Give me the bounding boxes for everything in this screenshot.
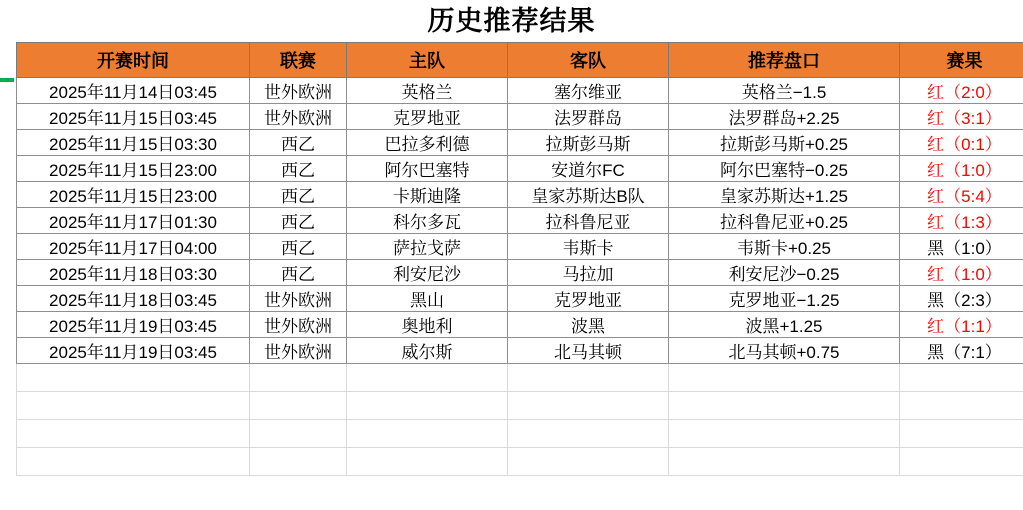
table-row	[17, 234, 1023, 260]
result-score: （7:1）	[944, 343, 1002, 362]
cell-home-team: 阿尔巴塞特	[347, 156, 508, 182]
cell-away-team: 安道尔FC	[508, 156, 669, 182]
cell-league: 世外欧洲	[250, 286, 347, 312]
result-label: 红	[927, 161, 945, 180]
empty-cell[interactable]	[347, 448, 508, 476]
table-row	[17, 78, 1023, 104]
cell-home-team: 卡斯迪隆	[347, 182, 508, 208]
cell-result	[900, 130, 1023, 156]
column-header-league: 联赛	[250, 43, 347, 78]
result-label: 红	[927, 187, 945, 206]
cell-result	[900, 312, 1023, 338]
column-header-pick: 推荐盘口	[669, 43, 900, 78]
table-row	[17, 260, 1023, 286]
cell-pick: 拉斯彭马斯+0.25	[669, 130, 900, 156]
cell-result	[900, 208, 1023, 234]
cell-pick: 法罗群岛+2.25	[669, 104, 900, 130]
cell-league: 西乙	[250, 208, 347, 234]
result-score: （2:3）	[944, 291, 1002, 310]
result-label: 黑	[927, 291, 945, 310]
table-body	[17, 78, 1023, 364]
table-row	[17, 286, 1023, 312]
cell-result	[900, 182, 1023, 208]
column-header-away: 客队	[508, 43, 669, 78]
empty-cell[interactable]	[347, 420, 508, 448]
cell-league: 世外欧洲	[250, 312, 347, 338]
cell-home-team: 克罗地亚	[347, 104, 508, 130]
empty-row	[17, 420, 1023, 448]
cell-away-team: 拉科鲁尼亚	[508, 208, 669, 234]
empty-cell[interactable]	[508, 364, 669, 392]
table-header-row	[17, 43, 1023, 78]
empty-cell[interactable]	[508, 392, 669, 420]
cell-time: 2025年11月15日03:30	[17, 130, 250, 156]
cell-league: 世外欧洲	[250, 78, 347, 104]
column-header-result: 赛果	[900, 43, 1023, 78]
empty-cell[interactable]	[508, 420, 669, 448]
empty-cell[interactable]	[900, 392, 1023, 420]
empty-cell[interactable]	[900, 448, 1023, 476]
cell-home-team: 萨拉戈萨	[347, 234, 508, 260]
cell-pick: 北马其顿+0.75	[669, 338, 900, 364]
result-score: （1:0）	[944, 265, 1002, 284]
cell-time: 2025年11月14日03:45	[17, 78, 250, 104]
result-label: 红	[927, 265, 945, 284]
cell-away-team: 韦斯卡	[508, 234, 669, 260]
cell-away-team: 克罗地亚	[508, 286, 669, 312]
table-row	[17, 182, 1023, 208]
table-row	[17, 104, 1023, 130]
column-header-time: 开赛时间	[17, 43, 250, 78]
column-header-home: 主队	[347, 43, 508, 78]
cell-result	[900, 104, 1023, 130]
cell-time: 2025年11月15日23:00	[17, 182, 250, 208]
result-score: （0:1）	[944, 135, 1002, 154]
cell-result	[900, 338, 1023, 364]
cell-league: 西乙	[250, 156, 347, 182]
table-row	[17, 312, 1023, 338]
empty-cell[interactable]	[900, 364, 1023, 392]
cell-pick: 拉科鲁尼亚+0.25	[669, 208, 900, 234]
result-label: 红	[927, 135, 945, 154]
empty-cell[interactable]	[17, 392, 250, 420]
page-title: 历史推荐结果	[427, 6, 596, 36]
cell-time: 2025年11月18日03:45	[17, 286, 250, 312]
result-score: （5:4）	[944, 187, 1002, 206]
empty-grid	[16, 364, 1023, 476]
empty-row	[17, 364, 1023, 392]
result-score: （2:0）	[944, 83, 1002, 102]
cell-home-team: 奥地利	[347, 312, 508, 338]
cell-away-team: 北马其顿	[508, 338, 669, 364]
cell-time: 2025年11月15日03:45	[17, 104, 250, 130]
cell-result	[900, 78, 1023, 104]
empty-row	[17, 392, 1023, 420]
empty-cell[interactable]	[669, 392, 900, 420]
cell-pick: 利安尼沙−0.25	[669, 260, 900, 286]
results-table	[16, 42, 1023, 364]
result-label: 红	[927, 213, 945, 232]
cell-away-team: 波黑	[508, 312, 669, 338]
result-label: 红	[927, 317, 945, 336]
result-label: 黑	[927, 239, 945, 258]
cell-away-team: 塞尔维亚	[508, 78, 669, 104]
cell-time: 2025年11月15日23:00	[17, 156, 250, 182]
cell-pick: 克罗地亚−1.25	[669, 286, 900, 312]
empty-cell[interactable]	[17, 448, 250, 476]
green-marker	[0, 78, 14, 82]
cell-league: 世外欧洲	[250, 104, 347, 130]
result-label: 黑	[927, 343, 945, 362]
cell-league: 西乙	[250, 260, 347, 286]
empty-cell[interactable]	[900, 420, 1023, 448]
cell-league: 西乙	[250, 130, 347, 156]
cell-time: 2025年11月19日03:45	[17, 312, 250, 338]
cell-result	[900, 286, 1023, 312]
cell-pick: 波黑+1.25	[669, 312, 900, 338]
empty-cell[interactable]	[17, 420, 250, 448]
cell-time: 2025年11月18日03:30	[17, 260, 250, 286]
result-score: （1:0）	[944, 161, 1002, 180]
cell-result	[900, 260, 1023, 286]
cell-pick: 英格兰−1.5	[669, 78, 900, 104]
empty-cell[interactable]	[347, 364, 508, 392]
empty-cell[interactable]	[250, 364, 347, 392]
cell-home-team: 利安尼沙	[347, 260, 508, 286]
cell-result	[900, 234, 1023, 260]
cell-away-team: 皇家苏斯达B队	[508, 182, 669, 208]
empty-cell[interactable]	[250, 420, 347, 448]
cell-time: 2025年11月17日04:00	[17, 234, 250, 260]
empty-cell[interactable]	[250, 392, 347, 420]
cell-pick: 韦斯卡+0.25	[669, 234, 900, 260]
cell-home-team: 巴拉多利德	[347, 130, 508, 156]
result-label: 红	[927, 109, 945, 128]
table-row	[17, 338, 1023, 364]
cell-home-team: 英格兰	[347, 78, 508, 104]
cell-away-team: 马拉加	[508, 260, 669, 286]
cell-home-team: 黑山	[347, 286, 508, 312]
result-score: （1:0）	[944, 239, 1002, 258]
table-row	[17, 208, 1023, 234]
cell-home-team: 科尔多瓦	[347, 208, 508, 234]
empty-cell[interactable]	[250, 448, 347, 476]
cell-away-team: 法罗群岛	[508, 104, 669, 130]
cell-home-team: 威尔斯	[347, 338, 508, 364]
empty-row	[17, 448, 1023, 476]
cell-time: 2025年11月19日03:45	[17, 338, 250, 364]
table-row	[17, 156, 1023, 182]
cell-away-team: 拉斯彭马斯	[508, 130, 669, 156]
empty-grid-body	[17, 364, 1023, 476]
cell-league: 西乙	[250, 182, 347, 208]
result-score: （3:1）	[944, 109, 1002, 128]
cell-pick: 阿尔巴塞特−0.25	[669, 156, 900, 182]
empty-cell[interactable]	[17, 364, 250, 392]
empty-cell[interactable]	[669, 448, 900, 476]
empty-cell[interactable]	[669, 364, 900, 392]
table-row	[17, 130, 1023, 156]
cell-time: 2025年11月17日01:30	[17, 208, 250, 234]
result-label: 红	[927, 83, 945, 102]
result-score: （1:1）	[944, 317, 1002, 336]
left-margin	[0, 86, 16, 506]
empty-cell[interactable]	[669, 420, 900, 448]
cell-pick: 皇家苏斯达+1.25	[669, 182, 900, 208]
result-score: （1:3）	[944, 213, 1002, 232]
empty-cell[interactable]	[347, 392, 508, 420]
cell-result	[900, 156, 1023, 182]
cell-league: 西乙	[250, 234, 347, 260]
empty-cell[interactable]	[508, 448, 669, 476]
cell-league: 世外欧洲	[250, 338, 347, 364]
